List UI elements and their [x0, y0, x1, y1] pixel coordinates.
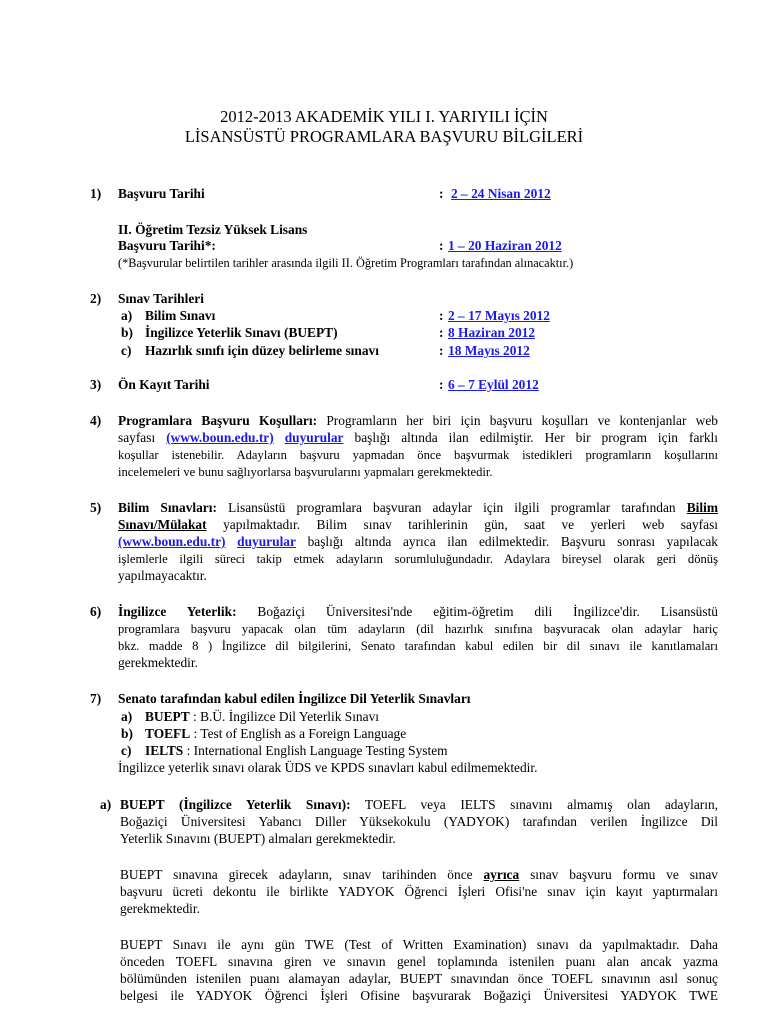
section-5-heading: Bilim Sınavları: — [118, 500, 217, 515]
page-title-line-1: 2012-2013 AKADEMİK YILI I. YARIYILI İÇİN — [220, 107, 548, 126]
boun-link[interactable]: (www.boun.edu.tr) — [166, 430, 274, 445]
lang-a — [145, 709, 379, 725]
pre-registration-value[interactable]: 6 – 7 Eylül 2012 — [448, 377, 539, 392]
section-1-number: 1) — [90, 186, 102, 201]
lang-b — [145, 726, 406, 742]
lang-c — [145, 743, 448, 759]
second-application-date-value[interactable]: 1 – 20 Haziran 2012 — [448, 238, 562, 253]
buept-underline: ayrıca — [483, 867, 520, 882]
application-date-label: Başvuru Tarihi — [118, 186, 205, 201]
section-5-text: başlığı altında ayrıca ilan edilmektedir. Başvuru sonrası yapılacak — [307, 534, 718, 549]
application-note: (*Başvurular belirtilen tarihler arasında ilgili II. Öğretim Programları tarafından alınacaktır.) — [118, 256, 574, 270]
lang-a-letter: a) — [121, 709, 133, 724]
section-7-heading: Senato tarafından kabul edilen İngilizce Dil Yeterlik Sınavları — [118, 691, 471, 706]
buept-p3-line-1: BUEPT Sınavı ile aynı gün TWE (Test of Written Examination) sınavı da yapılmaktadır. Daha — [120, 937, 718, 952]
section-2-number: 2) — [90, 291, 102, 306]
buept-text: BUEPT sınavına girecek adayların, sınav tarihinden önce — [120, 867, 473, 882]
section-5-line-3 — [118, 534, 718, 550]
exam-b-value[interactable]: 8 Haziran 2012 — [448, 325, 536, 340]
section-5-line-1 — [118, 500, 718, 516]
lang-b-name: TOEFL — [145, 726, 191, 741]
section-5-text: Lisansüstü programlara başvuran adaylar için ilgili programlar tarafından — [228, 500, 676, 515]
buept-p2-line-1 — [120, 867, 718, 883]
section-6-line-1 — [118, 604, 718, 620]
second-education-label: II. Öğretim Tezsiz Yüksek Lisans — [118, 222, 308, 237]
section-3-number: 3) — [90, 377, 102, 392]
section-6-text: Boğaziçi Üniversitesi'nde eğitim-öğretim dili İngilizce'dir. Lisansüstü — [257, 604, 718, 619]
exam-c-value[interactable]: 18 Mayıs 2012 — [448, 343, 530, 358]
buept-p3-line-3: bölümünden istenilen puanı alamayan adaylar, BUEPT sınavından önce TOEFL sınavının asıl sonuç — [120, 971, 718, 986]
section-7-number: 7) — [90, 691, 102, 706]
section-4-text: başlığı altında ilan edilmiştir. Her bir program için farklı — [354, 430, 718, 445]
section-6-heading: İngilizce Yeterlik: — [118, 604, 237, 619]
pre-registration-label: Ön Kayıt Tarihi — [118, 377, 210, 392]
colon: : — [439, 238, 444, 253]
exam-a-label: Bilim Sınavı — [145, 308, 216, 323]
section-4-number: 4) — [90, 413, 102, 428]
section-6-line-4: gerekmektedir. — [118, 655, 198, 670]
lang-b-desc: : Test of English as a Foreign Language — [193, 726, 407, 741]
announcements-link[interactable]: duyurular — [284, 430, 344, 445]
lang-c-letter: c) — [121, 743, 132, 758]
exam-a-value[interactable]: 2 – 17 Mayıs 2012 — [448, 308, 550, 323]
section-4-text: sayfası — [118, 430, 156, 445]
lang-b-letter: b) — [121, 726, 133, 741]
colon: : — [439, 186, 444, 201]
lang-c-name: IELTS — [145, 743, 184, 758]
buept-line-1 — [120, 797, 718, 813]
lang-c-desc: : International English Language Testing System — [186, 743, 448, 758]
exam-c-label: Hazırlık sınıfı için düzey belirleme sınavı — [145, 343, 379, 358]
colon: : — [439, 308, 444, 323]
colon: : — [439, 377, 444, 392]
exam-dates-label: Sınav Tarihleri — [118, 291, 204, 306]
buept-p2-line-2: başvuru ücreti dekontu ile birlikte YADYOK Öğrenci İşleri Ofisi'ne sınav için kayıt yaptırmaları — [120, 884, 718, 899]
section-6-number: 6) — [90, 604, 102, 619]
buept-p3-line-2: önceden TOEFL sınavına giren ve sınavın genel toplamında istenilen puanı alan ancak yazma — [120, 954, 718, 969]
exam-b-letter: b) — [121, 325, 133, 340]
lang-a-name: BUEPT — [145, 709, 190, 724]
colon: : — [439, 325, 444, 340]
exam-c-letter: c) — [121, 343, 132, 358]
buept-heading: BUEPT (İngilizce Yeterlik Sınavı): — [120, 797, 351, 812]
section-5-bold: Sınavı/Mülakat — [118, 517, 207, 532]
buept-line-2: Boğaziçi Üniversitesi Yabancı Diller Yüksekokulu (YADYOK) tarafından verilen İngilizce Dil — [120, 814, 718, 829]
exam-a-letter: a) — [121, 308, 133, 323]
buept-text: TOEFL veya IELTS sınavını almamış olan adayların, — [364, 797, 718, 812]
section-5-line-4: işlemlerle ilgili süreci takip etmek adayların sorumluluğundadır. Adaylara bireysel olarak geri dönüş — [118, 552, 718, 566]
section-5-line-5: yapılmayacaktır. — [118, 568, 207, 583]
announcements-link[interactable]: duyurular — [237, 534, 296, 549]
buept-p3-line-4: belgesi ile YADYOK Öğrenci İşleri Ofisine başvurarak Boğaziçi Üniversitesi YADYOK TWE — [120, 988, 718, 1003]
colon: : — [439, 343, 444, 358]
page-title-line-2: LİSANSÜSTÜ PROGRAMLARA BAŞVURU BİLGİLERİ — [184, 127, 584, 146]
section-5-bold: Bilim — [686, 500, 718, 515]
section-6-line-2: programlara başvuru yapacak olan tüm adayların (dil hazırlık sınıfına başvuracak olan adaylar hariç — [118, 622, 718, 636]
buept-letter: a) — [100, 797, 112, 812]
lang-a-desc: : B.Ü. İngilizce Dil Yeterlik Sınavı — [193, 709, 379, 724]
buept-line-3: Yeterlik Sınavını (BUEPT) almaları gerekmektedir. — [120, 831, 396, 846]
application-date-value[interactable]: 2 – 24 Nisan 2012 — [451, 186, 551, 201]
exam-b-label: İngilizce Yeterlik Sınavı (BUEPT) — [145, 325, 338, 340]
buept-p2-line-3: gerekmektedir. — [120, 901, 200, 916]
section-4-line-3: koşullar istenebilir. Adayların başvuru yapmadan önce başvurmak istedikleri programların koşullarını — [118, 448, 718, 462]
section-4-line-1 — [118, 413, 718, 429]
section-7-note: İngilizce yeterlik sınavı olarak ÜDS ve KPDS sınavları kabul edilmemektedir. — [118, 760, 538, 775]
section-4-line-2 — [118, 430, 718, 446]
section-4-heading: Programlara Başvuru Koşulları: — [118, 413, 318, 428]
section-4-text: Programların her biri için başvuru koşulları ve kontenjanlar web — [326, 413, 718, 428]
buept-text: sınav başvuru formu ve sınav — [530, 867, 718, 882]
section-4-line-4: incelemeleri ve bunu sağlıyorlarsa başvurularını yapmaları gerekmektedir. — [118, 465, 493, 479]
boun-link[interactable]: (www.boun.edu.tr) — [118, 534, 226, 549]
second-application-date-label: Başvuru Tarihi*: — [118, 238, 216, 253]
section-5-number: 5) — [90, 500, 102, 515]
section-6-line-3: bkz. madde 8 ) İngilizce dil bilgilerini, Senato tarafından kabul edilen bir dil sınavı ile kanıtlamaları — [118, 639, 718, 653]
section-5-text: yapılmaktadır. Bilim sınav tarihlerinin gün, saat ve yerleri web sayfası — [223, 517, 718, 532]
section-5-line-2 — [118, 517, 718, 533]
